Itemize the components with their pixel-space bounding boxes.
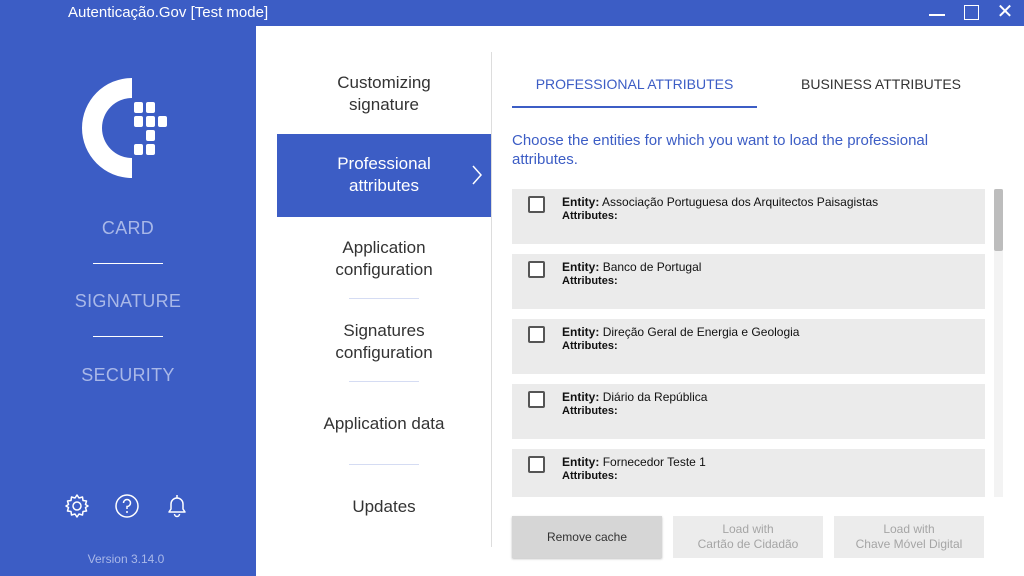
nav-signature[interactable]: SIGNATURE bbox=[74, 291, 182, 311]
attributes-label: Attributes: bbox=[562, 405, 618, 417]
submenu-application-data[interactable] bbox=[277, 413, 491, 437]
submenu-professional-attributes[interactable] bbox=[277, 134, 491, 217]
entity-list bbox=[512, 189, 986, 497]
tab-business-attributes[interactable]: BUSINESS ATTRIBUTES bbox=[801, 76, 961, 92]
list-item bbox=[512, 254, 985, 309]
entity-checkbox[interactable] bbox=[528, 261, 545, 278]
submenu-label: signature bbox=[349, 95, 419, 114]
entity-label: Entity: bbox=[562, 455, 600, 469]
submenu-label: Application data bbox=[323, 414, 445, 433]
bell-icon[interactable] bbox=[163, 492, 191, 520]
entity-name: Fornecedor Teste 1 bbox=[602, 455, 706, 469]
entity-checkbox[interactable] bbox=[528, 196, 545, 213]
main-panel bbox=[256, 26, 1024, 576]
help-icon[interactable] bbox=[113, 492, 141, 520]
attributes-label: Attributes: bbox=[562, 210, 618, 222]
submenu-divider bbox=[349, 464, 419, 465]
entity-label: Entity: bbox=[562, 260, 600, 274]
submenu-label: configuration bbox=[335, 343, 433, 362]
nav-divider bbox=[93, 336, 163, 337]
nav-divider bbox=[93, 263, 163, 264]
list-item bbox=[512, 449, 985, 497]
sidebar bbox=[0, 26, 256, 576]
minimize-icon[interactable] bbox=[925, 2, 949, 24]
remove-cache-button[interactable]: Remove cache bbox=[512, 516, 662, 558]
submenu-label: Signatures bbox=[343, 321, 425, 340]
attributes-label: Attributes: bbox=[562, 340, 618, 352]
gear-icon[interactable] bbox=[63, 492, 91, 520]
entity-label: Entity: bbox=[562, 195, 600, 209]
entity-name: Associação Portuguesa dos Arquitectos Paisagistas bbox=[602, 195, 879, 209]
tab-professional-attributes[interactable]: PROFESSIONAL ATTRIBUTES bbox=[535, 76, 734, 92]
submenu-customizing-signature[interactable] bbox=[277, 72, 491, 118]
submenu-label: Application bbox=[342, 238, 426, 257]
entity-name: Diário da República bbox=[602, 390, 708, 404]
chevron-right-icon bbox=[471, 164, 483, 186]
submenu-divider bbox=[349, 381, 419, 382]
submenu-label: attributes bbox=[349, 176, 419, 195]
attributes-label: Attributes: bbox=[562, 275, 618, 287]
entity-label: Entity: bbox=[562, 325, 600, 339]
submenu-label: Updates bbox=[352, 497, 416, 516]
entity-name: Direção Geral de Energia e Geologia bbox=[602, 325, 800, 339]
maximize-icon[interactable] bbox=[959, 2, 983, 24]
active-tab-indicator bbox=[512, 106, 757, 108]
submenu-label: configuration bbox=[335, 260, 433, 279]
submenu-updates[interactable] bbox=[277, 496, 491, 520]
nav-security[interactable]: SECURITY bbox=[81, 365, 175, 385]
submenu-label: Customizing bbox=[337, 73, 431, 92]
nav-card[interactable]: CARD bbox=[101, 218, 155, 238]
button-label: Cartão de Cidadão bbox=[697, 537, 799, 551]
submenu-application-configuration[interactable] bbox=[277, 237, 491, 283]
button-label: Load with bbox=[722, 522, 774, 536]
list-item bbox=[512, 319, 985, 374]
list-item bbox=[512, 189, 985, 244]
submenu-label: Professional bbox=[337, 154, 431, 173]
attributes-label: Attributes: bbox=[562, 470, 618, 482]
title-bar bbox=[0, 0, 1024, 26]
close-icon[interactable]: ✕ bbox=[996, 1, 1014, 23]
description-text: Choose the entities for which you want to load the professional attributes. bbox=[512, 132, 929, 168]
submenu-signatures-configuration[interactable] bbox=[277, 320, 491, 366]
version-label: Version 3.14.0 bbox=[87, 552, 165, 566]
panel-divider bbox=[491, 52, 492, 547]
window-title: Autenticação.Gov [Test mode] bbox=[68, 4, 269, 21]
entity-label: Entity: bbox=[562, 390, 600, 404]
entity-name: Banco de Portugal bbox=[602, 260, 702, 274]
submenu-divider bbox=[349, 298, 419, 299]
entity-checkbox[interactable] bbox=[528, 391, 545, 408]
load-with-cartao-cidadao-button[interactable] bbox=[673, 516, 823, 558]
button-label: Chave Móvel Digital bbox=[855, 537, 963, 551]
load-with-chave-movel-digital-button[interactable] bbox=[834, 516, 984, 558]
scrollbar-thumb[interactable] bbox=[994, 189, 1003, 251]
entity-checkbox[interactable] bbox=[528, 326, 545, 343]
list-item bbox=[512, 384, 985, 439]
app-logo bbox=[80, 76, 180, 180]
button-label: Load with bbox=[883, 522, 935, 536]
entity-checkbox[interactable] bbox=[528, 456, 545, 473]
